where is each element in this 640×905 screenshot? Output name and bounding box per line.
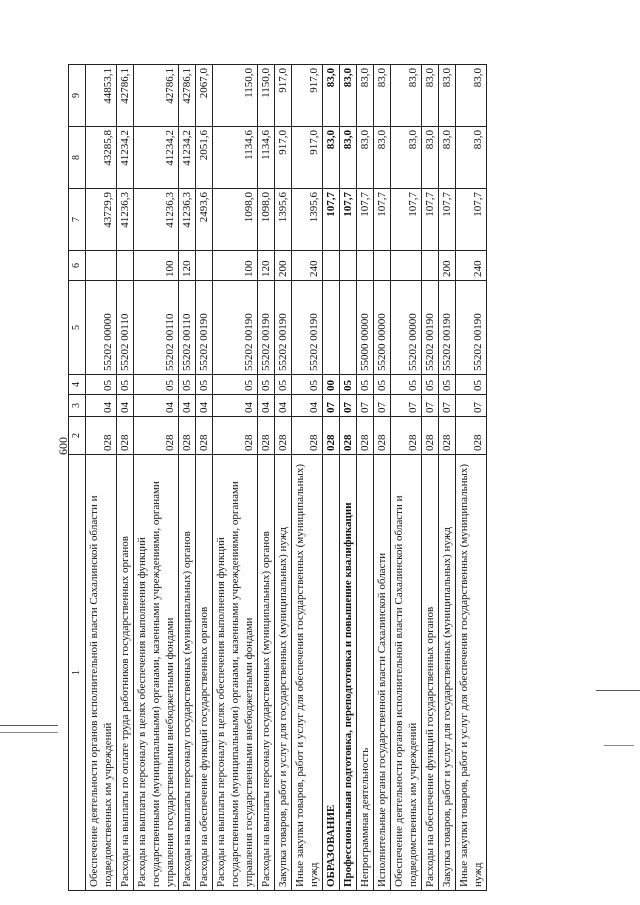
expense-type-code xyxy=(391,251,422,281)
subsection-code: 05 xyxy=(374,375,391,395)
amount-col-9: 2067,0 xyxy=(196,65,213,127)
subsection-code: 05 xyxy=(134,375,179,395)
subsection-code: 05 xyxy=(422,375,439,395)
section-code: 04 xyxy=(117,395,134,417)
amount-col-9: 42786,1 xyxy=(117,65,134,127)
subsection-code: 05 xyxy=(275,375,292,395)
amount-col-8: 2051,6 xyxy=(196,127,213,189)
section-code: 07 xyxy=(374,395,391,417)
table-row xyxy=(422,65,439,891)
budget-table xyxy=(68,64,487,891)
table-row xyxy=(275,65,292,891)
subsection-code: 05 xyxy=(292,375,323,395)
target-item-code xyxy=(323,281,340,375)
expense-type-code: 200 xyxy=(275,251,292,281)
expense-type-code xyxy=(374,251,391,281)
row-description: Расходы на выплаты по оплате труда работников государственных органов xyxy=(117,455,134,891)
amount-col-9: 83,0 xyxy=(439,65,456,127)
amount-col-9: 1150,0 xyxy=(213,65,258,127)
expense-type-code: 100 xyxy=(213,251,258,281)
subsection-code: 05 xyxy=(179,375,196,395)
amount-col-7: 1395,6 xyxy=(275,189,292,251)
ministry-code: 028 xyxy=(323,417,340,455)
amount-col-9: 83,0 xyxy=(340,65,357,127)
section-code: 07 xyxy=(357,395,374,417)
table-row xyxy=(357,65,374,891)
amount-col-7: 107,7 xyxy=(456,189,487,251)
section-code: 07 xyxy=(456,395,487,417)
table-row xyxy=(258,65,275,891)
column-header: 4 xyxy=(69,375,86,395)
section-code: 04 xyxy=(179,395,196,417)
table-row xyxy=(292,65,323,891)
target-item-code: 55202 00190 xyxy=(258,281,275,375)
column-header: 3 xyxy=(69,395,86,417)
amount-col-7: 107,7 xyxy=(422,189,439,251)
expense-type-code xyxy=(357,251,374,281)
amount-col-9: 83,0 xyxy=(374,65,391,127)
ministry-code: 028 xyxy=(179,417,196,455)
amount-col-8: 41234,2 xyxy=(134,127,179,189)
section-code: 04 xyxy=(134,395,179,417)
section-code: 04 xyxy=(86,395,117,417)
section-code: 07 xyxy=(391,395,422,417)
target-item-code: 55202 00000 xyxy=(86,281,117,375)
ministry-code: 028 xyxy=(213,417,258,455)
row-description: Исполнительные органы государственной власти Сахалинской области xyxy=(374,455,391,891)
ministry-code: 028 xyxy=(439,417,456,455)
target-item-code xyxy=(340,281,357,375)
row-description: Иные закупки товаров, работ и услуг для обеспечения государственных (муниципальных) нужд xyxy=(456,455,487,891)
column-header: 1 xyxy=(69,455,86,891)
column-header: 5 xyxy=(69,281,86,375)
row-description: Расходы на обеспечение функций государственных органов xyxy=(422,455,439,891)
section-code: 04 xyxy=(292,395,323,417)
ministry-code: 028 xyxy=(391,417,422,455)
target-item-code: 55202 00000 xyxy=(391,281,422,375)
table-row xyxy=(179,65,196,891)
expense-type-code: 120 xyxy=(179,251,196,281)
amount-col-9: 42786,1 xyxy=(179,65,196,127)
section-code: 07 xyxy=(323,395,340,417)
amount-col-9: 83,0 xyxy=(323,65,340,127)
amount-col-8: 83,0 xyxy=(357,127,374,189)
section-code: 04 xyxy=(196,395,213,417)
amount-col-8: 41234,2 xyxy=(117,127,134,189)
table-row xyxy=(117,65,134,891)
target-item-code: 55202 00190 xyxy=(196,281,213,375)
amount-col-7: 2493,6 xyxy=(196,189,213,251)
table-header-row xyxy=(69,65,86,891)
target-item-code: 55202 00190 xyxy=(456,281,487,375)
column-header: 7 xyxy=(69,189,86,251)
target-item-code: 55202 00190 xyxy=(439,281,456,375)
ministry-code: 028 xyxy=(340,417,357,455)
amount-col-8: 41234,2 xyxy=(179,127,196,189)
target-item-code: 55200 00000 xyxy=(374,281,391,375)
amount-col-9: 1150,0 xyxy=(258,65,275,127)
amount-col-8: 83,0 xyxy=(391,127,422,189)
expense-type-code: 120 xyxy=(258,251,275,281)
subsection-code: 05 xyxy=(258,375,275,395)
ministry-code: 028 xyxy=(258,417,275,455)
row-description: Расходы на выплаты персоналу в целях обеспечения выполнения функций государственными (муниципальными) органами, казенными учреждениями, органами управления государственными внебюджетными фондами xyxy=(213,455,258,891)
expense-type-code xyxy=(323,251,340,281)
target-item-code: 55202 00110 xyxy=(179,281,196,375)
table-body xyxy=(86,65,487,891)
amount-col-8: 83,0 xyxy=(439,127,456,189)
ministry-code: 028 xyxy=(456,417,487,455)
column-header: 9 xyxy=(69,65,86,127)
section-code: 07 xyxy=(439,395,456,417)
ministry-code: 028 xyxy=(134,417,179,455)
expense-type-code xyxy=(196,251,213,281)
amount-col-9: 917,0 xyxy=(275,65,292,127)
subsection-code: 05 xyxy=(117,375,134,395)
row-description: Расходы на выплаты персоналу в целях обеспечения выполнения функций государственными (муниципальными) органами, казенными учреждениями, органами управления государственными внебюджетными фондами xyxy=(134,455,179,891)
section-code: 04 xyxy=(275,395,292,417)
amount-col-7: 1098,0 xyxy=(258,189,275,251)
amount-col-8: 1134,6 xyxy=(213,127,258,189)
row-description: Расходы на выплаты персоналу государственных (муниципальных) органов xyxy=(258,455,275,891)
row-description: Обеспечение деятельности органов исполнительной власти Сахалинской области и подведомственных им учреждений xyxy=(86,455,117,891)
amount-col-8: 83,0 xyxy=(340,127,357,189)
amount-col-9: 83,0 xyxy=(357,65,374,127)
row-description: Закупка товаров, работ и услуг для государственных (муниципальных) нужд xyxy=(275,455,292,891)
amount-col-7: 107,7 xyxy=(391,189,422,251)
ministry-code: 028 xyxy=(292,417,323,455)
amount-col-7: 107,7 xyxy=(323,189,340,251)
row-description: Закупка товаров, работ и услуг для государственных (муниципальных) нужд xyxy=(439,455,456,891)
expense-type-code: 100 xyxy=(134,251,179,281)
target-item-code: 55202 00190 xyxy=(422,281,439,375)
amount-col-8: 83,0 xyxy=(323,127,340,189)
section-code: 07 xyxy=(340,395,357,417)
table-row xyxy=(391,65,422,891)
row-description: Непрограммная деятельность xyxy=(357,455,374,891)
amount-col-7: 43729,9 xyxy=(86,189,117,251)
column-header: 8 xyxy=(69,127,86,189)
expense-type-code xyxy=(86,251,117,281)
target-item-code: 55202 00190 xyxy=(213,281,258,375)
amount-col-8: 83,0 xyxy=(422,127,439,189)
subsection-code: 05 xyxy=(391,375,422,395)
ministry-code: 028 xyxy=(357,417,374,455)
table-row xyxy=(134,65,179,891)
subsection-code: 05 xyxy=(439,375,456,395)
table-row xyxy=(213,65,258,891)
amount-col-8: 917,0 xyxy=(292,127,323,189)
expense-type-code xyxy=(117,251,134,281)
ministry-code: 028 xyxy=(196,417,213,455)
table-row xyxy=(456,65,487,891)
amount-col-7: 107,7 xyxy=(374,189,391,251)
amount-col-7: 1098,0 xyxy=(213,189,258,251)
table-row xyxy=(323,65,340,891)
amount-col-9: 83,0 xyxy=(391,65,422,127)
amount-col-7: 41236,3 xyxy=(179,189,196,251)
section-code: 04 xyxy=(258,395,275,417)
row-description: Профессиональная подготовка, переподготовка и повышение квалификации xyxy=(340,455,357,891)
amount-col-9: 917,0 xyxy=(292,65,323,127)
ministry-code: 028 xyxy=(117,417,134,455)
row-description: ОБРАЗОВАНИЕ xyxy=(323,455,340,891)
target-item-code: 55202 00110 xyxy=(117,281,134,375)
expense-type-code: 240 xyxy=(292,251,323,281)
ministry-code: 028 xyxy=(374,417,391,455)
subsection-code: 05 xyxy=(86,375,117,395)
target-item-code: 55202 00110 xyxy=(134,281,179,375)
column-header: 2 xyxy=(69,417,86,455)
expense-type-code: 200 xyxy=(439,251,456,281)
table-row xyxy=(196,65,213,891)
row-description: Расходы на выплаты персоналу государственных (муниципальных) органов xyxy=(179,455,196,891)
amount-col-9: 42786,1 xyxy=(134,65,179,127)
expense-type-code xyxy=(422,251,439,281)
table-row xyxy=(374,65,391,891)
amount-col-8: 83,0 xyxy=(374,127,391,189)
amount-col-9: 83,0 xyxy=(456,65,487,127)
amount-col-8: 1134,6 xyxy=(258,127,275,189)
expense-type-code xyxy=(340,251,357,281)
amount-col-7: 107,7 xyxy=(439,189,456,251)
target-item-code: 55000 00000 xyxy=(357,281,374,375)
target-item-code: 55202 00190 xyxy=(275,281,292,375)
subsection-code: 05 xyxy=(213,375,258,395)
amount-col-9: 44853,1 xyxy=(86,65,117,127)
amount-col-8: 917,0 xyxy=(275,127,292,189)
amount-col-8: 83,0 xyxy=(456,127,487,189)
section-code: 07 xyxy=(422,395,439,417)
subsection-code: 05 xyxy=(357,375,374,395)
subsection-code: 05 xyxy=(340,375,357,395)
amount-col-8: 43285,8 xyxy=(86,127,117,189)
table-row xyxy=(86,65,117,891)
amount-col-7: 41236,3 xyxy=(117,189,134,251)
expense-type-code: 240 xyxy=(456,251,487,281)
page-number: 600 xyxy=(56,437,70,455)
subsection-code: 05 xyxy=(196,375,213,395)
table-row xyxy=(439,65,456,891)
ministry-code: 028 xyxy=(275,417,292,455)
amount-col-7: 107,7 xyxy=(357,189,374,251)
subsection-code: 00 xyxy=(323,375,340,395)
subsection-code: 05 xyxy=(456,375,487,395)
row-description: Расходы на обеспечение функций государственных органов xyxy=(196,455,213,891)
table-row xyxy=(340,65,357,891)
amount-col-7: 1395,6 xyxy=(292,189,323,251)
ministry-code: 028 xyxy=(86,417,117,455)
column-header: 6 xyxy=(69,251,86,281)
ministry-code: 028 xyxy=(422,417,439,455)
amount-col-7: 41236,3 xyxy=(134,189,179,251)
amount-col-9: 83,0 xyxy=(422,65,439,127)
section-code: 04 xyxy=(213,395,258,417)
amount-col-7: 107,7 xyxy=(340,189,357,251)
row-description: Обеспечение деятельности органов исполнительной власти Сахалинской области и подведомственных им учреждений xyxy=(391,455,422,891)
target-item-code: 55202 00190 xyxy=(292,281,323,375)
row-description: Иные закупки товаров, работ и услуг для обеспечения государственных (муниципальных) нужд xyxy=(292,455,323,891)
